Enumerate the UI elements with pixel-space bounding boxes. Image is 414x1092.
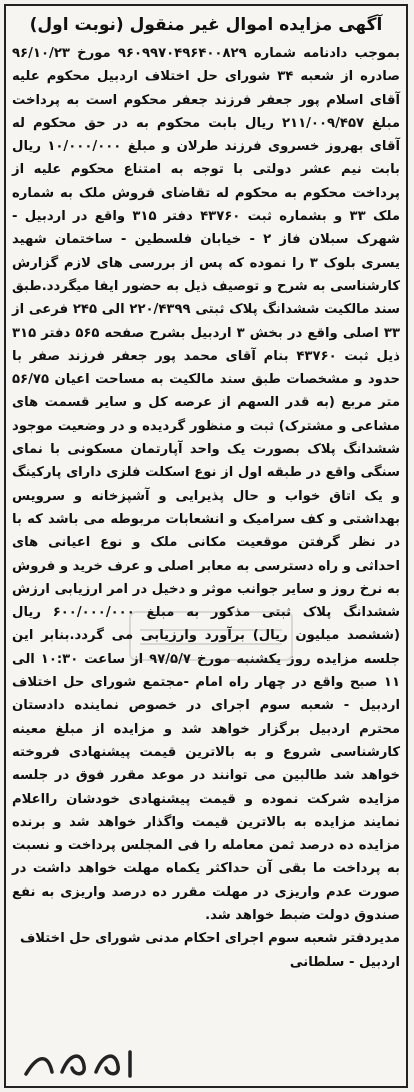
auction-notice: [4, 4, 408, 1088]
notice-body: بموجب دادنامه شماره ۹۶۰۹۹۷۰۴۹۶۴۰۰۸۲۹ مورخ ۹۶/۱۰/۲۳ صادره از شعبه ۳۴ شورای حل اختلاف اردبیل محکوم علیه آقای اسلام پور جعفر فرزند جعفر محکوم است به پرداخت مبلغ ۲۱۱/۰۰۹/۴۵۷ ریال بابت محکوم به در حق محکوم له آقای بهروز خسروی فرزند طرلان و مبلغ ۱۰/۰۰۰/۰۰۰ ریال بابت نیم عشر دولتی با توجه به امتناع محکوم علیه از پرداخت محکوم به محکوم له تقاضای فروش ملک به شماره ملک ۳۳ و بشماره ثبت ۴۳۷۶۰ دفتر ۳۱۵ واقع در اردبیل - شهرک سبلان فاز ۲ - خیابان فلسطین - ساختمان شهید یسری بلوک ۳ را نموده که پس از بررسی های لازم گزارش کارشناسی به شرح و توصیف ذیل به حضور ایفا میگردد.طبق سند مالکیت ششدانگ پلاک ثبتی ۲۲۰/۴۳۹۹ الی ۲۴۵ فرعی از ۳۳ اصلی واقع در بخش ۳ اردبیل بشرح صفحه ۵۶۵ دفتر ۳۱۵ ذیل ثبت ۴۳۷۶۰ بنام آقای محمد پور جعفر فرزند صفر با حدود و مشخصات طبق سند مالکیت به مساحت اعیان ۵۶/۷۵ متر مربع (به قدر السهم از عرصه کل و سایر قسمت های مشاعی و مشترک) ثبت و منظور گردیده و در وضعیت موجود ششدانگ پلاک بصورت یک واحد آپارتمان مسکونی با نمای سنگی واقع در طبقه اول از نوع اسکلت فلزی دارای پارکینگ و یک اتاق خواب و حال پذیرایی و آشپزخانه و سرویس بهداشتی و کف سرامیک و انشعابات مربوطه می باشد که با در نظر گرفتن موقعیت مکانی ملک و نوع اعیانی های احداثی و راه دسترسی به معابر اصلی و عرف خرید و فروش به نرخ روز و سایر جوانب موثر و دخیل در امر ارزیابی ارزش ششدانگ پلاک ثبتی مذکور به مبلغ ۶۰۰/۰۰۰/۰۰۰ ریال (ششصد میلیون ریال) برآورد وارزیابی می گردد.بنابر این جلسه مزایده روز یکشنبه مورخ ۹۷/۵/۷ از ساعت ۱۰:۳۰ الی ۱۱ صبح واقع در چهار راه امام -مجتمع شورای حل اختلاف اردبیل - شعبه سوم اجرای در خصوص نماینده دادستان محترم اردبیل برگزار خواهد شد و مزایده از مبلغ معینه کارشناسی شروع و به بالاترین قیمت پیشنهادی فروخته خواهد شد طالبین می توانند در موعد مقرر فوق در جلسه مزایده شرکت نموده و قیمت پیشنهادی خودشان رااعلام نمایند مزایده به بالاترین قیمت واگذار خواهد شد و برنده مزایده ده درصد ثمن معامله را فی المجلس پرداخت و نسبت به پرداخت ما بقی آن حداکثر یکماه مهلت خواهد داشت در صورت عدم واریزی در مهلت مقرر ده درصد واریزی به نفع صندوق دولت ضبط خواهد شد.: [12, 46, 401, 923]
faint-stamp-watermark: [126, 606, 296, 666]
notice-signature: مدیردفتر شعبه سوم اجرای احکام مدنی شورای حل اختلاف اردبیل - سلطانی: [19, 931, 400, 970]
notice-title: آگهی مزایده اموال غیر منقول (نوبت اول): [29, 15, 383, 35]
handwritten-number: [18, 1046, 168, 1080]
